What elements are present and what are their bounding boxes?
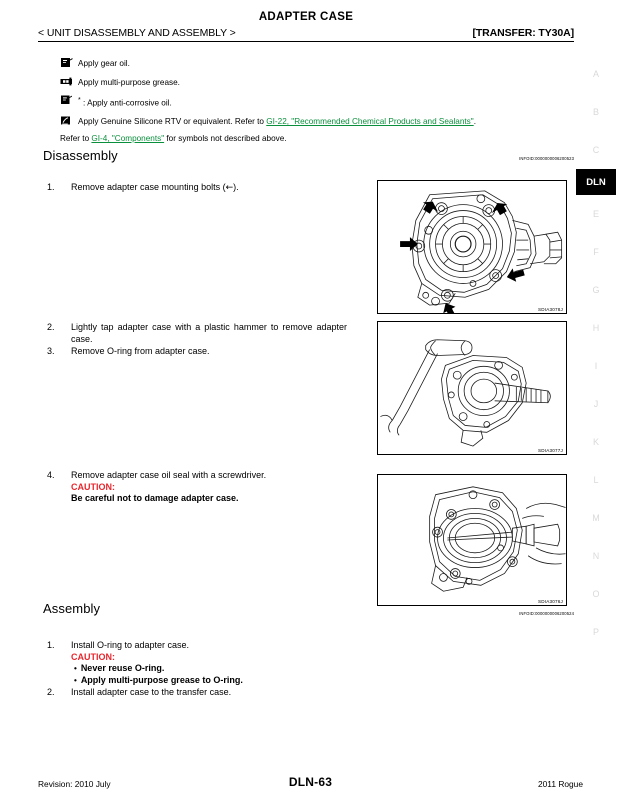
tab-i[interactable]: I: [594, 361, 598, 371]
step-text: Remove adapter case oil seal with a screwdriver. CAUTION: Be careful not to damage adapter case.: [71, 470, 357, 505]
step-text: Remove adapter case mounting bolts (←).: [71, 182, 239, 193]
section-heading-assembly: Assembly: [43, 601, 101, 616]
legend-item: [60, 58, 530, 69]
model-year-label: 2011 Rogue: [537, 779, 583, 789]
legend-item-label: Apply Genuine Silicone RTV or equivalent. Refer to GI-22, "Recommended Chemical Products and Sealants".: [78, 117, 476, 127]
disassembly-steps-2-3: [47, 322, 347, 358]
legend-item: [60, 77, 530, 88]
tab-l[interactable]: L: [593, 475, 599, 485]
link-gi-22-sealants[interactable]: GI-22, "Recommended Chemical Products and Sealants": [266, 117, 474, 127]
step-number: 2.: [47, 322, 55, 332]
disassembly-step-1: [47, 182, 347, 195]
page-number: DLN-63: [288, 775, 333, 789]
tab-n[interactable]: N: [592, 551, 600, 561]
tab-a[interactable]: A: [592, 69, 599, 79]
tab-f[interactable]: F: [593, 247, 599, 257]
hammer-and-case-drawing: [378, 322, 566, 454]
legend-item-label: * : Apply anti-corrosive oil.: [78, 97, 172, 108]
tab-c[interactable]: C: [592, 145, 600, 155]
legend-item-label: Apply multi-purpose grease.: [78, 77, 180, 87]
tab-k[interactable]: K: [592, 437, 599, 447]
oil-seal-removal-figure: [377, 474, 567, 606]
infoid-disassembly: INFOID:0000000006200523: [519, 156, 574, 161]
step-number: 1.: [47, 182, 55, 192]
tab-e[interactable]: E: [592, 209, 599, 219]
section-tab-rail: [574, 55, 618, 651]
step-text: Lightly tap adapter case with a plastic hammer to remove adapter case.: [71, 322, 347, 344]
figure-caption: SDIA3076J: [537, 599, 563, 604]
adapter-case-mounting-bolts-figure: [377, 180, 567, 314]
assembly-steps: [47, 640, 357, 699]
left-arrow-icon: ←: [225, 183, 234, 193]
tab-b[interactable]: B: [592, 107, 599, 117]
disassembly-step-4: [47, 470, 357, 505]
step-text: Install O-ring to adapter case. CAUTION: • Never reuse O-ring. • Apply multi-purpose grease to O-ring.: [71, 640, 357, 686]
link-gi-4-components[interactable]: GI-4, "Components": [91, 133, 165, 143]
step-number: 3.: [47, 346, 55, 357]
tab-p[interactable]: P: [592, 627, 599, 637]
step-number: 2.: [47, 687, 55, 698]
grease-tube-icon: [60, 76, 73, 87]
symbol-legend: [60, 58, 530, 144]
step-number: 4.: [47, 470, 55, 480]
figure-caption: SDIA3077J: [537, 448, 563, 453]
caution-bullet: • Never reuse O-ring.: [82, 663, 357, 675]
page-footer: [38, 775, 583, 789]
legend-item-label: Apply gear oil.: [78, 59, 130, 68]
caution-label: CAUTION:: [71, 481, 115, 492]
infoid-assembly: INFOID:0000000006200524: [519, 611, 574, 616]
step-number: 1.: [47, 640, 55, 650]
page-header: [38, 10, 574, 42]
step-text: Install adapter case to the transfer case.: [71, 687, 232, 698]
legend-note: Refer to GI-4, "Components" for symbols not described above.: [60, 133, 287, 143]
header-divider: [38, 41, 574, 42]
step-text: Remove O-ring from adapter case.: [71, 346, 210, 357]
caution-text: Be careful not to damage adapter case.: [71, 493, 239, 504]
tab-m[interactable]: M: [592, 513, 600, 523]
caution-bullet: • Apply multi-purpose grease to O-ring.: [82, 675, 357, 687]
sealant-tube-icon: [60, 115, 73, 126]
breadcrumb: < UNIT DISASSEMBLY AND ASSEMBLY >: [38, 27, 236, 39]
tab-o[interactable]: O: [592, 589, 600, 599]
caution-label: CAUTION:: [71, 651, 115, 662]
figure-caption: SDIA3078J: [537, 307, 563, 312]
revision-label: Revision: 2010 July: [38, 779, 111, 789]
oil-can-icon: [60, 57, 73, 68]
adapter-case-exploded-drawing: [378, 181, 566, 313]
tab-g[interactable]: G: [592, 285, 600, 295]
legend-item: [60, 95, 530, 109]
plastic-hammer-tap-figure: [377, 321, 567, 455]
tab-h[interactable]: H: [592, 323, 600, 333]
tab-dln[interactable]: DLN: [576, 169, 616, 195]
section-heading-disassembly: Disassembly: [43, 148, 118, 163]
legend-star-marker: *: [78, 97, 81, 104]
page-title: ADAPTER CASE: [258, 11, 354, 23]
caution-bullet-list: [71, 663, 357, 686]
screwdriver-oil-seal-drawing: [378, 475, 566, 605]
legend-item: [60, 116, 530, 127]
oil-can-star-icon: [60, 94, 73, 105]
tab-j[interactable]: J: [593, 399, 599, 409]
system-tag: [TRANSFER: TY30A]: [472, 27, 574, 39]
